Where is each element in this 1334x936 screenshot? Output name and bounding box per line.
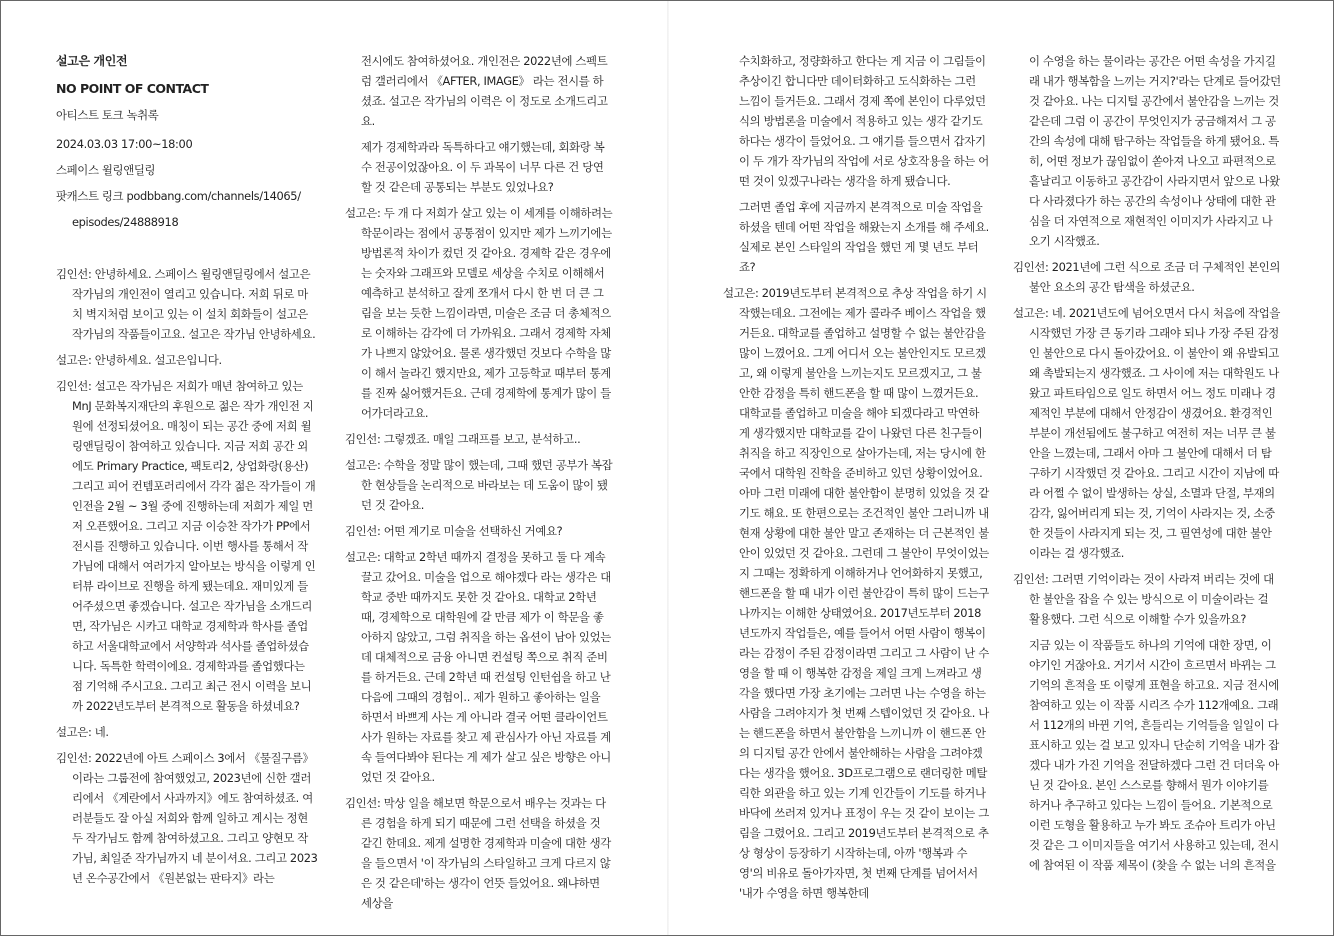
transcript-paragraph: 제가 경제학과라 독특하다고 얘기했는데, 회화랑 복수 전공이었잖아요. 이 두 과목이 너무 다른 건 당연할 것 같은데 공통되는 부분도 있었나요?	[361, 140, 605, 194]
speaker-colon: :	[376, 550, 384, 564]
speech-text: 수학을 정말 많이 했는데, 그때 했던 공부가 복잡한 현상들을 논리적으로 바라보는 데 도움이 많이 됐던 것 같아요.	[361, 458, 613, 512]
speech-text: 어떤 계기로 미술을 선택하신 거예요?	[383, 524, 563, 538]
speaker-name: 설고은	[723, 286, 755, 300]
transcript-paragraph	[56, 264, 318, 344]
transcript-paragraph: 그러면 졸업 후에 지금까지 본격적으로 미술 작업을 하셨을 텐데 어떤 작업을 해왔는지 소개를 해 주세요. 실제로 본인 스타일의 작업을 했던 게 몇 년도 부터죠?	[739, 200, 989, 274]
transcript-paragraph: 전시에도 참여하셨어요. 개인전은 2022년에 스펙트럼 갤러리에서 《AFTER, IMAGE》 라는 전시를 하셨죠. 설고은 작가님의 이력은 이 정도로 소개드리고요.	[361, 54, 608, 128]
transcript-paragraph	[345, 521, 613, 541]
subtitle: 아티스트 토크 녹취록	[56, 108, 159, 122]
speaker-name: 설고은	[1013, 306, 1045, 320]
speech-text: 설고은 작가님은 저희가 매년 참여하고 있는 MnJ 문화복지재단의 후원으로 젊은 작가 개인전 지원에 선정되셨어요. 매칭이 되는 공간 중에 저희 윌링앤딜링이 참여하고 있습니다. 지금 저희 공간 외에도 Primary Practice, 팩토리2, 상업화랑(용산) 그리고 피어 컨템포러리에서 각각 젊은 작가들이 개인전을 2월 ~ 3월 중에 진행하는데 저희가 제일 먼저 오픈했어요. 그리고 지금 이승찬 작가가 PP에서 전시를 진행하고 있습니다. 이번 행사를 통해서 작가님에 대해서 여러가지 알아보는 방식을 이렇게 인터뷰 라이브로 진행을 하게 됐는데요. 재미있게 들어주셨으면 좋겠습니다. 설고은 작가님을 소개드리면, 작가님은 시카고 대학교 경제학과 학사를 졸업하고 서울대학교에서 서양학과 석사를 졸업하셨습니다. 독특한 학력이에요. 경제학과를 졸업했다는 점 기억해 주시고요. 그리고 최근 전시 이력을 보니까 2022년도부터 본격적으로 활동을 하셨네요?	[72, 379, 316, 713]
speaker-name: 설고은	[345, 458, 377, 472]
transcript-paragraph	[56, 376, 318, 716]
speaker-name: 김인선	[56, 751, 88, 765]
transcript-paragraph: 수치화하고, 정량화하고 한다는 게 지금 이 그림들이 추상이긴 합니다만 데이터화하고 도식화하는 그런 느낌이 들거든요. 그래서 경제 쪽에 본인이 다루었던 식의 방법론을 미술에서 적용하고 있는 생각 같기도 하다는 생각이 들었어요. 그 얘기를 들으면서 갑자기 이 두 개가 작가님의 작업에 서로 상호작용을 하는 어떤 것이 있겠구나라는 생각을 하게 됐습니다.	[739, 54, 989, 188]
transcript-paragraph	[345, 793, 613, 913]
column-4	[1013, 51, 1281, 881]
transcript-paragraph: 지금 있는 이 작품들도 하나의 기억에 대한 장면, 이야기인 거잖아요. 거기서 시간이 흐르면서 바뀌는 그 기억의 흔적을 또 이렇게 표현을 하고요. 지금 전시에 참여하고 있는 이 작품 시리즈 수가 112개예요. 그래서 112개의 바뀐 기억, 흔들리는 기억들을 일일이 다 표시하고 있는 걸 보고 있자니 단순히 기억을 내가 잡겠다 내가 가진 기억을 전달하겠다 그런 건 더더욱 아닌 것 같아요. 본인 스스로를 향해서 뭔가 이야기를 하거나 추구하고 있다는 느낌이 들어요. 기본적으로 이런 도형을 활용하고 누가 봐도 조슈아 트리가 아닌 것 같은 그 이미지들을 여기서 사용하고 있는데, 전시에 참여된 이 작품 제목이 (찾을 수 없는 너의 흔적을	[1029, 638, 1279, 872]
speaker-name: 김인선	[345, 432, 377, 446]
speech-text: 안녕하세요. 스페이스 윌링앤딜링에서 설고은 작가님의 개인전이 열리고 있습니다. 저희 뒤로 마치 벽지처럼 보이고 있는 이 설치 회화들이 설고은 작가님의 작품들이고요. 설고은 작가님 안녕하세요.	[72, 267, 316, 341]
transcript-paragraph	[56, 748, 318, 888]
speaker-name: 설고은	[345, 550, 377, 564]
transcript-paragraph	[56, 350, 318, 370]
speech-text: 안녕하세요. 설고은입니다.	[94, 353, 222, 367]
transcript-paragraph	[345, 547, 613, 787]
column-2	[345, 51, 613, 919]
title-korean: 설고은 개인전	[56, 54, 128, 68]
transcript-paragraph	[1013, 303, 1281, 563]
speaker-colon: :	[87, 379, 95, 393]
title-english: NO POINT OF CONTACT	[56, 81, 209, 96]
speaker-colon: :	[376, 458, 384, 472]
event-venue: 스페이스 윌링앤딜링	[56, 163, 156, 177]
transcript-paragraph	[56, 722, 318, 742]
speaker-name: 김인선	[345, 524, 377, 538]
column-4-body	[1013, 51, 1281, 875]
transcript-paragraph	[723, 283, 989, 903]
speech-text: 그러면 기억이라는 것이 사라져 버리는 것에 대한 불안을 잡을 수 있는 방식으로 이 미술이라는 걸 활용했다. 그런 식으로 이해할 수가 있을까요?	[1029, 572, 1274, 626]
header-gap	[56, 238, 318, 264]
speaker-colon: :	[1044, 306, 1052, 320]
speaker-name: 김인선	[1013, 572, 1045, 586]
speaker-colon: :	[376, 206, 384, 220]
speech-text: 막상 일을 해보면 학문으로서 배우는 것과는 다른 경험을 하게 되기 때문에 그런 선택을 하셨을 것 같긴 한데요. 제게 설명한 경제학과 미술에 대한 생각을 들으면서 '이 작가님의 스타일하고 크게 다르지 않은 것 같은데'하는 생각이 언뜻 들었어요. 왜냐하면 세상을	[361, 796, 611, 910]
page-fold	[667, 1, 669, 935]
speaker-colon: :	[1044, 260, 1052, 274]
transcript-paragraph	[345, 429, 613, 449]
speaker-name: 김인선	[345, 796, 377, 810]
transcript-paragraph	[1013, 569, 1281, 629]
speaker-colon: :	[376, 524, 384, 538]
podcast-link-cont: episodes/24888918	[72, 215, 179, 229]
speaker-name: 김인선	[56, 267, 88, 281]
speech-text: 네.	[94, 725, 109, 739]
speech-text: 2021년에 그런 식으로 조금 더 구체적인 본인의 불안 요소의 공간 탐색을 하셨군요.	[1029, 260, 1281, 294]
speaker-colon: :	[87, 353, 95, 367]
speaker-colon: :	[87, 267, 95, 281]
column-2-body	[345, 51, 613, 913]
column-1	[56, 51, 318, 894]
speech-text: 네. 2021년도에 넘어오면서 다시 처음에 작업을 시작했던 가장 큰 동기라 그래야 되나 가장 주된 감정인 불안으로 다시 돌아갔어요. 이 불안이 왜 유발되고 왜 촉발되는지 생각했죠. 그 사이에 저는 대학원도 나왔고 파트타임으로 일도 하면서 어느 정도 미래나 경제적인 부분에 대해서 안정감이 생겼어요. 환경적인 부분이 개선됨에도 불구하고 여전히 저는 너무 큰 불안을 느꼈는데, 그래서 아마 그 불안에 대해서 더 탐구하기 시작했던 것 같아요. 그리고 시간이 지남에 따라 어쩔 수 없이 발생하는 상실, 소멸과 단절, 부재의 감각, 잃어버리게 되는 것, 기억이 사라지는 것, 소중한 것들이 사라지게 되는 것, 그 필연성에 대한 불안이라는 걸 생각했죠.	[1029, 306, 1281, 560]
speaker-name: 김인선	[56, 379, 88, 393]
speaker-colon: :	[1044, 572, 1052, 586]
speech-text: 대학교 2학년 때까지 결정을 못하고 둘 다 계속 끌고 갔어요. 미술을 업으로 해야겠다 라는 생각은 대학교 중반 때까지도 못한 것 같아요. 대학교 2학년 때, 경제학으로 대학원에 갈 만큼 제가 이 학문을 좋아하지 않았고, 그럼 취직을 하는 옵션이 남아 있었는데 대체적으로 금융 아니면 컨설팅 쪽으로 취직 준비를 하거든요. 근데 2학년 때 컨설팅 인턴쉽을 하고 난 다음에 그때의 경험이.. 제가 원하고 좋아하는 일을 하면서 바쁘게 사는 게 아니라 결국 어떤 클라이언트사가 원하는 자료를 찾고 제 관심사가 아닌 자료를 계속 들여다봐야 된다는 게 제가 살고 싶은 방향은 아니었던 것 같아요.	[361, 550, 611, 784]
speaker-name: 설고은	[345, 206, 377, 220]
speaker-colon: :	[754, 286, 762, 300]
speaker-colon: :	[376, 432, 384, 446]
speaker-colon: :	[87, 725, 95, 739]
speaker-name: 설고은	[56, 353, 88, 367]
speech-text: 2022년에 아트 스페이스 3에서 《물질구름》이라는 그룹전에 참여했었고, 2023년에 신한 갤러리에서 《계란에서 사과까지》에도 참여하셨죠. 여러분들도 잘 아실 저희와 함께 일하고 계시는 정현두 작가님도 함께 참여하셨고요. 그리고 양현모 작가님, 최일준 작가님까지 네 분이셔요. 그리고 2023년 온수공간에서 《원본없는 판타지》라는	[72, 751, 318, 885]
transcript-paragraph	[345, 455, 613, 515]
transcript-paragraph: 이 수영을 하는 물이라는 공간은 어떤 속성을 가지길래 내가 행복함을 느끼는 거지?'라는 단계로 들어갔던 것 같아요. 나는 디지털 공간에서 불안감을 느끼는 것 같은데 그럼 이 공간이 무엇인지가 궁금해져서 그 공간의 속성에 대해 탐구하는 작업들을 하게 됐어요. 특히, 어떤 정보가 끊임없이 쏟아져 나오고 파편적으로 흩날리고 이동하고 공간감이 사라지면서 앞으로 나왔다 사라졌다가 하는 공간의 속성이나 상태에 대한 관심을 더 자연적으로 재현적인 이미지가 사라지고 나오기 시작했죠.	[1029, 54, 1281, 248]
speech-text: 2019년도부터 본격적으로 추상 작업을 하기 시작했는데요. 그전에는 제가 콜라주 베이스 작업을 했거든요. 대학교를 졸업하고 설명할 수 없는 불안감을 많이 느꼈어요. 그게 어디서 오는 불안인지도 모르겠고, 왜 이렇게 불안을 느끼는지도 모르겠지고, 그 불안한 감정을 특히 핸드폰을 할 때 많이 느꼈거든요. 대학교를 졸업하고 미술을 해야 되겠다라고 막연하게 생각했지만 대학교를 같이 나왔던 다른 친구들이 취직을 하고 직장인으로 살아가는데, 저는 당시에 한국에서 대학원 진학을 준비하고 있던 상황이었어요. 아마 그런 미래에 대한 불안함이 분명히 있었을 것 같기도 해요. 또 한편으로는 조건적인 불안 그러니까 내 현재 상황에 대한 불안 말고 존재하는 더 근본적인 불안이 있었던 것 같아요. 그런데 그 불안이 무엇이었는지 그때는 정확하게 이해하거나 언어화하지 못했고, 핸드폰을 할 때 내가 이런 불안감이 특히 많이 드는구나까지는 이해한 상태였어요. 2017년도부터 2018년도까지 작업들은, 예를 들어서 어떤 사람이 행복이라는 감정이 주된 감정이라면 그리고 그 사람이 난 수영을 할 때 이 행복한 감정을 제일 크게 느껴라고 생각을 했다면 가장 초기에는 그러면 나는 수영을 하는 사람을 그려야지가 첫 번째 스텝이었던 것 같아요. 나는 핸드폰을 하면서 불안함을 느끼니까 이 핸드폰 안의 디지털 공간 안에서 불안해하는 사람을 그려야겠다는 생각을 했어요. 3D프로그램으로 랜더링한 메탈릭한 외관을 하고 있는 기계 인간들이 기도를 하거나 바닥에 쓰러져 있거나 표정이 우는 것 같이 보이는 그림을 그렸어요. 그리고 2019년도부터 본격적으로 추상 형상이 등장하기 시작하는데, 아까 '행복과 수영'의 비유로 돌아가자면, 첫 번째 단계를 넘어서서 '내가 수영을 하면 행복한데	[739, 286, 989, 900]
speech-text: 그렇겠죠. 매일 그래프를 보고, 분석하고..	[383, 432, 581, 446]
transcript-paragraph	[345, 203, 613, 423]
column-1-body	[56, 264, 318, 888]
podcast-link: 팟캐스트 링크 podbbang.com/channels/14065/	[56, 189, 301, 203]
speaker-colon: :	[87, 751, 95, 765]
speech-text: 두 개 다 저희가 살고 있는 이 세계를 이해하려는 학문이라는 점에서 공통점이 있지만 제가 느끼기에는 방법론적 차이가 컸던 것 같아요. 경제학 같은 경우에는 숫자와 그래프와 모델로 세상을 수치로 이해해서 예측하고 분석하고 잘게 쪼개서 다시 한 번 더 큰 그림을 보는 듯한 느낌이라면, 미술은 조금 더 총체적으로 이해하는 감각에 더 가까워요. 그래서 경제학 자체가 나쁘지 않았어요. 물론 생각했던 것보다 수학을 많이 해서 놀라긴 했지만요, 제가 고등학교 때부터 통계를 진짜 싫어했거든요. 근데 경제학에 통계가 많이 들어가더라고요.	[361, 206, 613, 420]
speaker-colon: :	[376, 796, 384, 810]
transcript-paragraph	[1013, 257, 1281, 297]
speaker-name: 설고은	[56, 725, 88, 739]
speaker-name: 김인선	[1013, 260, 1045, 274]
event-datetime: 2024.03.03 17:00~18:00	[56, 137, 193, 151]
column-3	[723, 51, 989, 909]
column-3-body	[723, 51, 989, 903]
